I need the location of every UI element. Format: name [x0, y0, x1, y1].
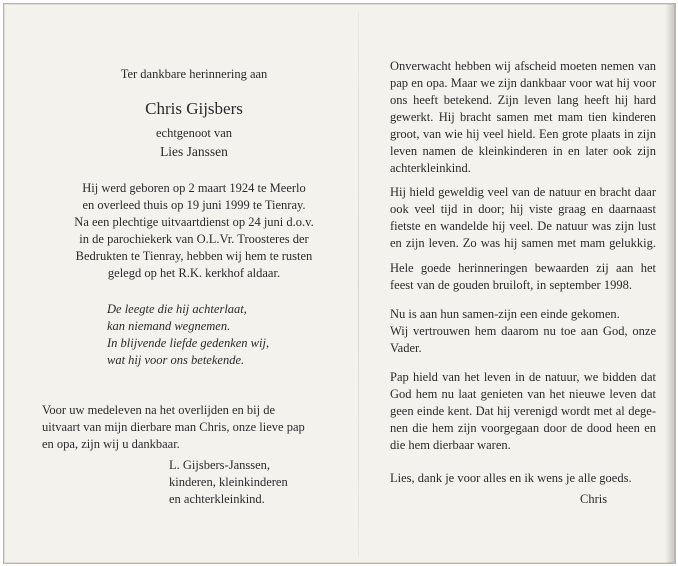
paragraph-line: groot, van wie hij veel hield. Een grote plaats in zijn: [390, 127, 656, 141]
paragraph-line: ook veel tijd in door; hij viste graag en daarnaast: [390, 202, 656, 216]
paragraph-line: Pap hield van het leven in de natuur, we bidden dat: [390, 370, 656, 384]
paragraph-line: Vader.: [390, 341, 422, 355]
paragraph-line: God hem nu laat genieten van het nieuwe leven dat: [390, 387, 656, 401]
paragraph-line: Onverwacht hebben wij afscheid moeten nemen van: [390, 59, 656, 73]
card-fold-line: [358, 12, 359, 557]
poem-line: wat hij voor ons betekende.: [107, 353, 245, 367]
deceased-name: Chris Gijsbers: [145, 99, 243, 118]
paragraph-line: achterkleinkind.: [390, 161, 471, 175]
paragraph-line: Nu is aan hun samen-zijn een einde gekomen.: [390, 307, 620, 321]
thanks-line: uitvaart van mijn dierbare man Chris, onze lieve pap: [42, 420, 305, 434]
paragraph-line: pap en opa. Maar we zijn dankbaar voor wat hij voor: [390, 76, 656, 90]
paragraph-line: nen die hem zijn voorgegaan door de dood heen en: [390, 421, 656, 435]
paragraph-line: die hem dierbaar waren.: [390, 438, 511, 452]
spouse-name: Lies Janssen: [160, 144, 228, 159]
bio-line: Bedrukten te Tienray, hebben wij hem te rusten: [75, 249, 313, 263]
paragraph-line: en zijn leven. Zo was hij samen met mam gelukkig.: [390, 236, 656, 250]
poem-line: De leegte die hij achterlaat,: [107, 302, 247, 316]
paragraph-line: leven namen de kleinkinderen in en later ook zijn: [390, 144, 656, 158]
card-header: Ter dankbare herinnering aan: [120, 67, 268, 81]
bio-line: en overleed thuis op 19 juni 1999 te Tienray.: [82, 198, 306, 212]
spouse-label: echtgenoot van: [155, 126, 232, 140]
paragraph-line: Hij hield geweldig veel van de natuur en bracht daar: [390, 185, 656, 199]
bio-line: Hij werd geboren op 2 maart 1924 te Meerlo: [82, 181, 306, 195]
paragraph-line: gewerkt. Hij bracht samen met mam tien kinderen: [390, 110, 656, 124]
paragraph-line: feest van de gouden bruiloft, in september 1998.: [390, 278, 632, 292]
closing-line: Lies, dank je voor alles en ik wens je alle goeds.: [390, 471, 632, 485]
memorial-card: [3, 3, 676, 564]
paragraph-line: geen einde kent. Dat hij verenigd wordt met al dege-: [390, 404, 656, 418]
bio-line: Na een plechtige uitvaartdienst op 24 juni d.o.v.: [74, 215, 314, 229]
thanks-line: Voor uw medeleven na het overlijden en bij de: [42, 403, 276, 417]
signature-line: L. Gijsbers-Janssen,: [169, 458, 271, 472]
poem-line: In blijvende liefde gedenken wij,: [107, 336, 270, 350]
poem-line: kan niemand wegnemen.: [107, 319, 231, 333]
paragraph-line: fietste en wandelde hij veel. De natuur was zijn lust: [390, 219, 656, 233]
bio-line: in de parochiekerk van O.L.Vr. Troosteres der: [79, 232, 309, 246]
signature-line: kinderen, kleinkinderen: [169, 475, 288, 489]
card-edge-shadow: [665, 4, 675, 563]
signoff: Chris: [580, 492, 608, 506]
paragraph-line: Hele goede herinneringen bewaarden zij aan het: [390, 261, 656, 275]
thanks-line: en opa, zijn wij u dankbaar.: [42, 437, 180, 451]
bio-line: gelegd op het R.K. kerkhof aldaar.: [107, 266, 281, 280]
signature-line: en achterkleinkind.: [169, 492, 265, 506]
paragraph-line: ons heeft betekend. Zijn leven lang heeft hij hard: [390, 93, 656, 107]
paragraph-line: Wij vertrouwen hem daarom nu toe aan God, onze: [390, 324, 656, 338]
